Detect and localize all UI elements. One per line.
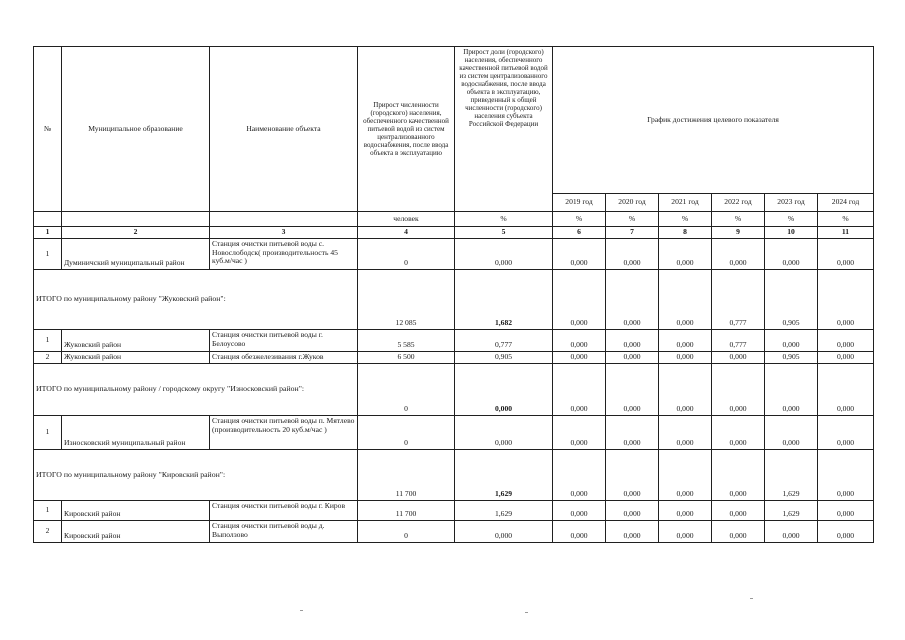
unit-people: человек (358, 212, 455, 227)
unit-pct: % (455, 212, 553, 227)
total-year-value: 0,000 (553, 450, 606, 501)
row-year-value: 0,000 (553, 501, 606, 521)
total-year-value: 0,000 (659, 450, 712, 501)
row-people: 5 585 (358, 330, 455, 352)
row-municipality: Думиничский муниципальный район (62, 239, 210, 270)
total-year-value: 0,000 (659, 364, 712, 416)
total-pct: 0,000 (455, 364, 553, 416)
year-unit: % (659, 212, 712, 227)
total-row (34, 364, 874, 416)
col-header-municipality: Муниципальное образование (62, 47, 210, 212)
col-number: 2 (62, 227, 210, 239)
row-year-value: 0,000 (606, 521, 659, 543)
total-year-value: 0,000 (606, 270, 659, 330)
row-pct: 0,000 (455, 416, 553, 450)
row-object: Станция очистки питьевой воды с. Новослободск( производительность 45 куб.м/час ) (210, 239, 358, 270)
row-municipality: Кировский район (62, 521, 210, 543)
year-unit: % (606, 212, 659, 227)
total-year-value: 0,000 (818, 270, 874, 330)
col-header-object: Наименование объекта (210, 47, 358, 212)
year-header: 2021 год (659, 194, 712, 212)
row-num: 1 (34, 239, 62, 270)
row-num: 1 (34, 330, 62, 352)
row-municipality: Износковский муниципальный район (62, 416, 210, 450)
row-object: Станция очистки питьевой воды д. Выползово (210, 521, 358, 543)
row-year-value: 0,000 (659, 352, 712, 364)
total-label: ИТОГО по муниципальному району "Жуковский район": (34, 270, 358, 330)
row-year-value: 0,000 (606, 501, 659, 521)
total-label: ИТОГО по муниципальному району "Кировский район": (34, 450, 358, 501)
col-number: 11 (818, 227, 874, 239)
row-pct: 0,777 (455, 330, 553, 352)
row-num: 1 (34, 501, 62, 521)
row-year-value: 0,000 (659, 501, 712, 521)
total-pct: 1,629 (455, 450, 553, 501)
row-object: Станция очистки питьевой воды г. Белоусово (210, 330, 358, 352)
total-row (34, 270, 874, 330)
row-year-value: 0,000 (765, 416, 818, 450)
table-row (34, 239, 874, 270)
total-year-value: 0,000 (712, 364, 765, 416)
row-year-value: 0,000 (659, 330, 712, 352)
row-year-value: 0,000 (606, 330, 659, 352)
row-people: 0 (358, 239, 455, 270)
total-year-value: 0,777 (712, 270, 765, 330)
total-row (34, 450, 874, 501)
row-year-value: 0,000 (553, 330, 606, 352)
row-year-value: 0,000 (553, 352, 606, 364)
col-number: 7 (606, 227, 659, 239)
row-year-value: 0,000 (553, 416, 606, 450)
col-number: 9 (712, 227, 765, 239)
total-year-value: 0,000 (553, 364, 606, 416)
total-year-value: 0,000 (712, 450, 765, 501)
row-num: 2 (34, 521, 62, 543)
row-people: 6 500 (358, 352, 455, 364)
row-municipality: Жуковский район (62, 352, 210, 364)
total-year-value: 0,000 (606, 364, 659, 416)
row-year-value: 0,000 (659, 521, 712, 543)
row-year-value: 0,777 (712, 330, 765, 352)
row-pct: 0,000 (455, 239, 553, 270)
row-pct: 1,629 (455, 501, 553, 521)
row-object: Станция очистки питьевой воды г. Киров (210, 501, 358, 521)
row-num: 1 (34, 416, 62, 450)
scan-speck (750, 598, 753, 599)
scan-speck (525, 612, 528, 613)
col-number: 3 (210, 227, 358, 239)
total-people: 12 085 (358, 270, 455, 330)
total-people: 11 700 (358, 450, 455, 501)
year-header: 2023 год (765, 194, 818, 212)
col-header-num: № (34, 47, 62, 212)
table-row (34, 501, 874, 521)
row-year-value: 0,000 (712, 501, 765, 521)
row-year-value: 0,000 (606, 239, 659, 270)
row-year-value: 0,000 (765, 330, 818, 352)
row-year-value: 0,000 (818, 239, 874, 270)
table-row (34, 416, 874, 450)
table-row (34, 330, 874, 352)
total-year-value: 1,629 (765, 450, 818, 501)
row-object: Станция обезжелезивания г.Жуков (210, 352, 358, 364)
row-year-value: 0,000 (659, 239, 712, 270)
year-unit: % (553, 212, 606, 227)
year-unit: % (712, 212, 765, 227)
col-number: 5 (455, 227, 553, 239)
row-year-value: 0,000 (659, 416, 712, 450)
row-year-value: 0,000 (818, 416, 874, 450)
total-year-value: 0,000 (659, 270, 712, 330)
row-municipality: Жуковский район (62, 330, 210, 352)
water-supply-table (33, 46, 874, 543)
year-header: 2024 год (818, 194, 874, 212)
total-year-value: 0,905 (765, 270, 818, 330)
table-row (34, 521, 874, 543)
total-pct: 1,682 (455, 270, 553, 330)
row-year-value: 0,000 (606, 352, 659, 364)
total-year-value: 0,000 (553, 270, 606, 330)
col-header-schedule: График достижения целевого показателя (553, 47, 874, 194)
table-row (34, 352, 874, 364)
col-header-growth-share: Прирост доли (городского) населения, обеспеченного качественной питьевой водой из систем централизованного водоснабжения, после ввода объекта в эксплуатацию, приведенный к общей численности (городского) населения субъекта Российской Федерации (455, 47, 553, 212)
row-people: 11 700 (358, 501, 455, 521)
row-object: Станция очистки питьевой воды п. Мятлево (производительность 20 куб.м/час ) (210, 416, 358, 450)
row-year-value: 0,000 (712, 352, 765, 364)
col-number: 6 (553, 227, 606, 239)
total-year-value: 0,000 (818, 364, 874, 416)
total-year-value: 0,000 (606, 450, 659, 501)
row-pct: 0,000 (455, 521, 553, 543)
row-year-value: 0,000 (818, 330, 874, 352)
total-people: 0 (358, 364, 455, 416)
year-unit: % (818, 212, 874, 227)
row-num: 2 (34, 352, 62, 364)
col-number: 4 (358, 227, 455, 239)
row-pct: 0,905 (455, 352, 553, 364)
row-people: 0 (358, 416, 455, 450)
row-year-value: 0,000 (712, 521, 765, 543)
col-number: 8 (659, 227, 712, 239)
row-people: 0 (358, 521, 455, 543)
row-year-value: 0,000 (765, 521, 818, 543)
row-year-value: 0,905 (765, 352, 818, 364)
row-municipality: Кировский район (62, 501, 210, 521)
col-number: 1 (34, 227, 62, 239)
scan-speck (300, 610, 303, 611)
year-unit: % (765, 212, 818, 227)
year-header: 2020 год (606, 194, 659, 212)
col-number: 10 (765, 227, 818, 239)
year-header: 2019 год (553, 194, 606, 212)
col-header-growth-pop: Прирост численности (городского) населения, обеспеченного качественной питьевой водой из систем централизованного водоснабжения, после ввода объекта в эксплуатацию (358, 47, 455, 212)
row-year-value: 1,629 (765, 501, 818, 521)
total-year-value: 0,000 (765, 364, 818, 416)
row-year-value: 0,000 (818, 501, 874, 521)
row-year-value: 0,000 (818, 521, 874, 543)
row-year-value: 0,000 (606, 416, 659, 450)
total-label: ИТОГО по муниципальному району / городскому округу "Износковский район": (34, 364, 358, 416)
row-year-value: 0,000 (553, 239, 606, 270)
row-year-value: 0,000 (818, 352, 874, 364)
row-year-value: 0,000 (765, 239, 818, 270)
row-year-value: 0,000 (553, 521, 606, 543)
year-header: 2022 год (712, 194, 765, 212)
row-year-value: 0,000 (712, 416, 765, 450)
total-year-value: 0,000 (818, 450, 874, 501)
row-year-value: 0,000 (712, 239, 765, 270)
